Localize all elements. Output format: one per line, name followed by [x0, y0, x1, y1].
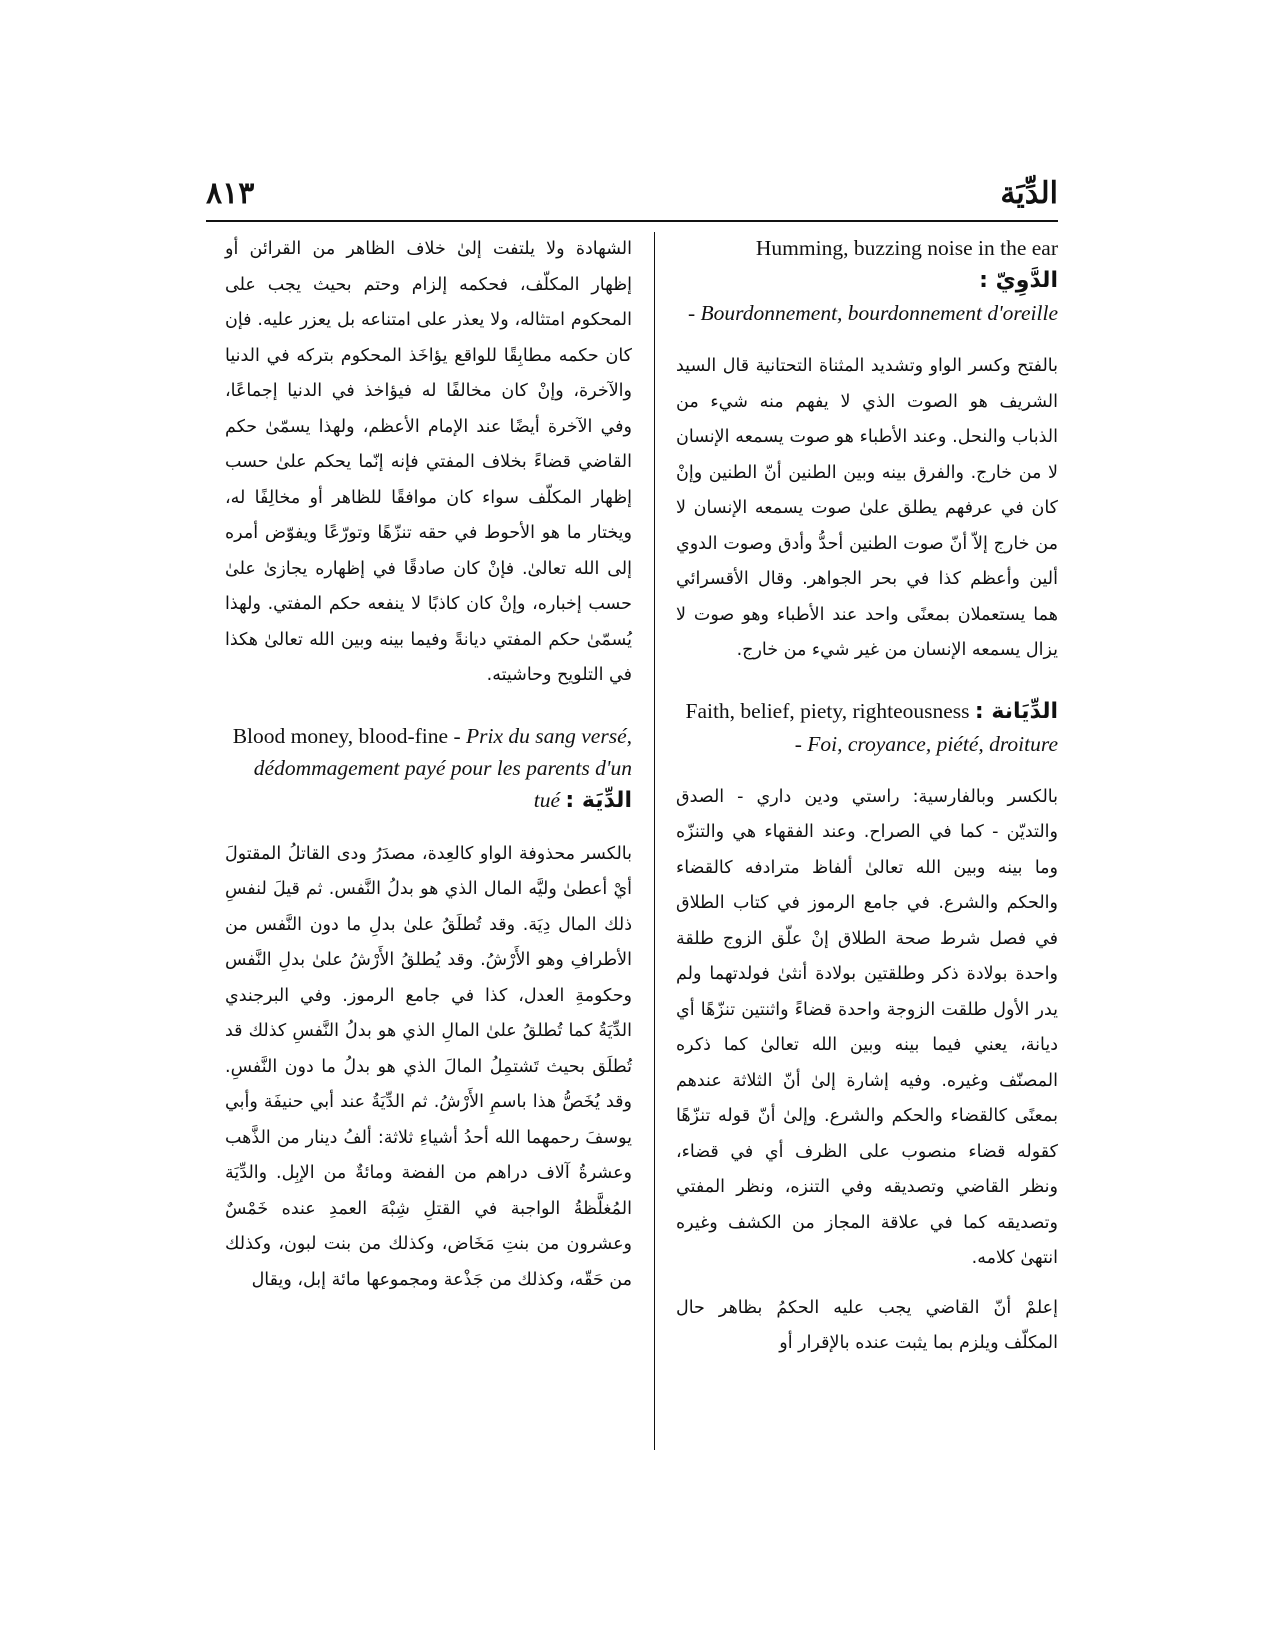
entry-french: Bourdonnement, bourdonnement d'oreille — [700, 301, 1058, 325]
entry-english: Humming, buzzing noise in the ear — [755, 236, 1058, 260]
headword-text: الدِّيَة — [581, 787, 632, 813]
entry-english: Blood money, blood-fine — [232, 723, 449, 748]
entry-headword: : الدِّيَة — [565, 787, 632, 813]
page-header — [206, 176, 1058, 216]
entry-text: بالكسر محذوفة الواو كالعِدة، مصدَرُ ودى القاتلُ المقتولَ أيْ أعطىٰ وليَّه المال الذي هو بدلُ النَّفس. ثم قيلَ لنفسِ ذلك المال دِيَة. وقد تُطلَقُ علىٰ بدلِ ما دون النَّفس من الأطرافِ وهو الأَرْشُ. وقد يُطلقُ الأَرْشُ علىٰ بدلِ النَّفس وحكومةِ العدل، كذا في جامع الرموز. وفي البرجندي الدِّيَةُ كما تُطلقُ علىٰ المالِ الذي هو بدلُ النَّفسِ كذلك قد تُطلَق بحيث تَشتمِلُ المالَ الذي هو بدلُ ما دون النَّفسِ. وقد يُخَصُّ هذا باسمِ الأَرْشُ. ثم الدِّيَةُ عند أبي حنيفَة وأبي يوسفَ رحمهما الله أحدُ أشياءِ ثلاثة: ألفُ دينار من الذَّهب وعشرةُ آلاف دراهم من الفضة ومائةٌ من الإبِل. والدِّيَة المُغلَّظةُ الواجبة في القتلِ شِبْهَ العمدِ عنده خَمْسٌ وعشرون من بنتِ مَخَاض، وكذلك من بنت لبون، وكذلك من حَقّه، وكذلك من جَذْعة ومجموعها مائة إبل، ويقال — [225, 843, 632, 1290]
entry-text: بالفتح وكسر الواو وتشديد المثناة التحتانية قال السيد الشريف هو الصوت الذي لا يفهم منه شيء من الذباب والنحل. وعند الأطباء هو صوت يسمعه الإنسان لا من خارج. والفرق بينه وبين الطنين أنّ الطنين وإنْ كان في عرفهم يطلق علىٰ صوت يسمعه الإنسان لا من خارج إلاّ أنّ صوت الطنين أحدُّ وأدق وصوت الدوي ألين وأعظم كذا في بحر الجواهر. وقال الأقسرائي هما يستعملان بمعنًى واحد عند الأطباء وهو صوت لا يزال يسمعه الإنسان من غير شيء من خارج. — [676, 356, 1058, 660]
running-head: الدِّيَة — [1000, 176, 1058, 211]
entry-headword: : الدَّوِيّ — [979, 268, 1058, 293]
entry-header-diyana: Faith, belief, piety, righteousness : الدِّيَانة - Foi, croyance, piété, droiture — [685, 698, 1058, 756]
entry-text-continued: إعلمْ أنّ القاضي يجب عليه الحكمُ بظاهر حال المكلّف ويلزم بما يثبت عنده بالإقرار أو — [676, 1297, 1058, 1353]
entry-header-diya: Blood money, blood-fine - Prix du sang versé, dédommagement payé pour les parents d'un tué : الدِّيَة — [232, 723, 632, 813]
entry-headword: : الدِّيَانة — [974, 698, 1058, 724]
entry-english: Faith, belief, piety, righteousness — [685, 698, 970, 723]
headword-text: الدِّيَانة — [991, 698, 1058, 724]
continued-text: الشهادة ولا يلتفت إلىٰ خلاف الظاهر من القرائن أو إظهار المكلّف، فحكمه إلزام وحتم بحيث يجب على المحكوم امتثاله، ولا يعذر على امتناعه بل يعزر عليه. فإن كان حكمه مطابِقًا للواقع يؤاخَذ المحكوم بتركه في الدنيا والآخرة، وإنْ كان مخالفًا له فيؤاخذ في الدنيا إجماعًا، وفي الآخرة أيضًا عند الإمام الأعظم، ولهذا يسمّىٰ حكم القاضي قضاءً بخلاف المفتي فإنه إنّما يحكم علىٰ حسب إظهار المكلّف سواء كان موافقًا للظاهر أو مخالِفًا له، ويختار ما هو الأحوط في حقه تنزّهًا وتورّعًا ويفوّض أمره إلى الله تعالىٰ. فإنْ كان صادقًا في إظهاره يجازىٰ علىٰ حسب إخباره، وإنْ كان كاذبًا لا ينفعه حكم المفتي. ولهذا يُسمّىٰ حكم المفتي ديانةً وفيما بينه وبين الله تعالىٰ هكذا في التلويح وحاشيته. — [225, 239, 632, 685]
column-divider — [654, 232, 655, 1450]
page-number: ٨١٣ — [206, 176, 255, 211]
entry-text: بالكسر وبالفارسية: راستي ودين داري - الصدق والتديّن - كما في الصراح. وعند الفقهاء هي والتنزّه وما بينه وبين الله تعالىٰ ألفاظ مترادفه كالقضاء والحكم والشرع. في جامع الرموز في كتاب الطلاق في فصل شرط صحة الطلاق إنْ علّق الزوج طلقة واحدة بولادة ذكر وطلقتين بولادة أنثىٰ فولدتهما ولم يدر الأول طلقت الزوجة واحدة قضاءً واثنتين تنزّهًا أي ديانة، يعني فيما بينه وبين الله تعالىٰ كما ذكره المصنّف وغيره. وفيه إشارة إلىٰ أنّ الثلاثة عندهم بمعنًى كالقضاء والحكم والشرع. وإلىٰ أنّ قوله تنزّهًا كقوله قضاء منصوب على الظرف أي في قضاء، ونظر القاضي وتصديقه وفي التنزه، ونظر المفتي وتصديقه كما في علاقة المجاز من الكشف وغيره انتهىٰ كلامه. — [676, 786, 1058, 1268]
column-left — [225, 232, 632, 1298]
header-rule — [206, 220, 1058, 222]
headword-text: الدَّوِيّ — [995, 268, 1058, 293]
entry-french: Prix du sang versé, dédommagement payé pour les parents d'un tué — [253, 723, 632, 812]
entry-french: Foi, croyance, piété, droiture — [807, 731, 1058, 756]
column-right — [676, 232, 1058, 1362]
entry-header-dawi: Humming, buzzing noise in the ear : الدَّوِيّ - Bourdonnement, bourdonnement d'oreille — [687, 236, 1058, 325]
